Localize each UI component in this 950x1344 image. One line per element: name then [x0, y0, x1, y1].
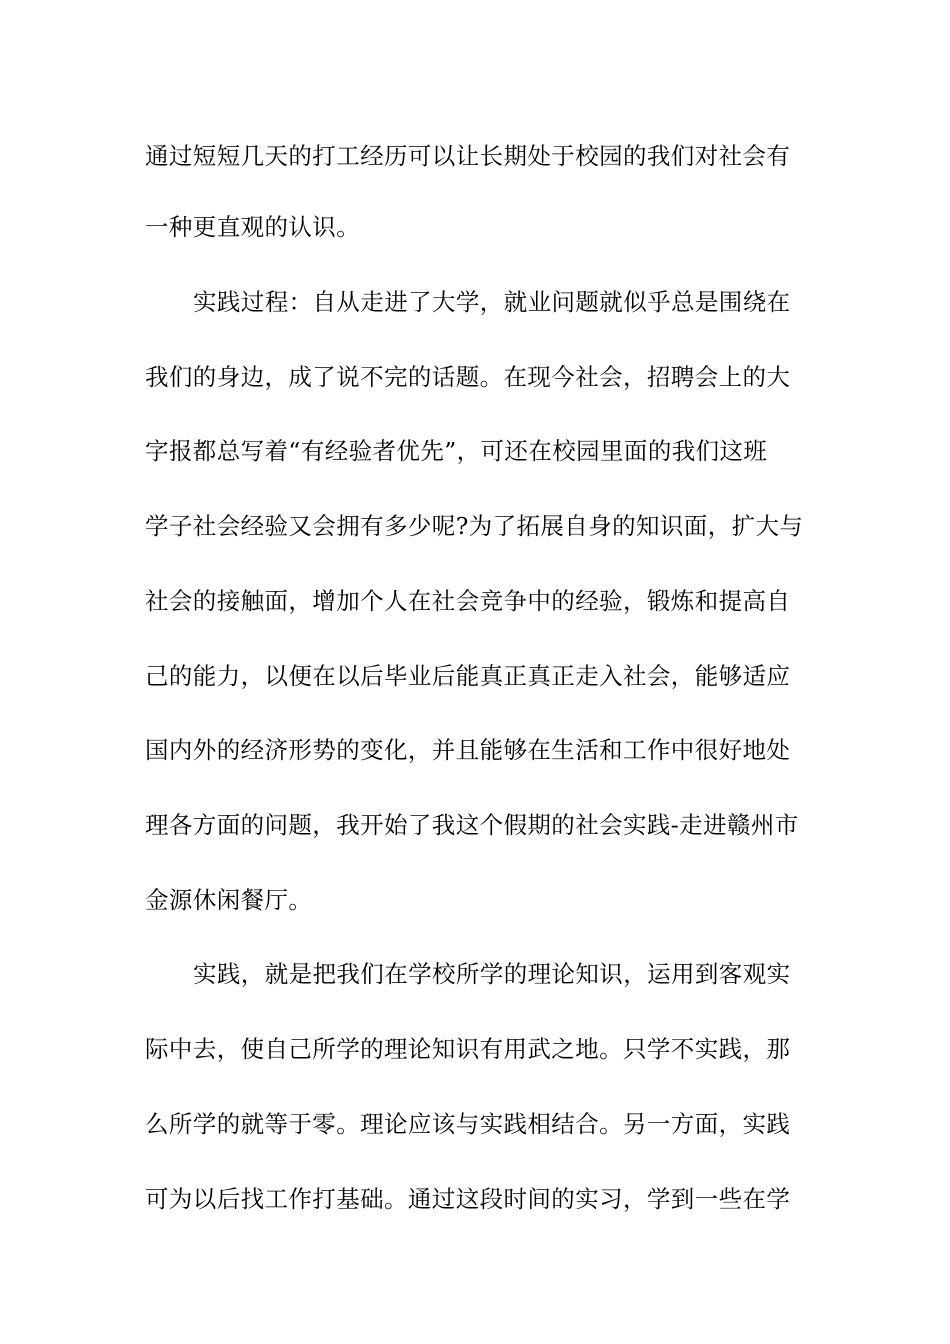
text-line: 么所学的就等于零。理论应该与实践相结合。另一方面，实践 [145, 1110, 791, 1138]
text-line: 实践，就是把我们在学校所学的理论知识，运用到客观实 [193, 960, 791, 988]
text-line: 通过短短几天的打工经历可以让长期处于校园的我们对社会有 [145, 142, 791, 170]
text-line: 己的能力，以便在以后毕业后能真正真正走入社会，能够适应 [145, 662, 791, 690]
text-line: 际中去，使自己所学的理论知识有用武之地。只学不实践，那 [145, 1035, 791, 1063]
text-line: 学子社会经验又会拥有多少呢?为了拓展自身的知识面，扩大与 [145, 512, 804, 540]
text-line: 金源休闲餐厅。 [145, 886, 313, 914]
text-line: 社会的接触面，增加个人在社会竞争中的经验，锻炼和提高自 [145, 587, 791, 615]
text-line: 国内外的经济形势的变化，并且能够在生活和工作中很好地处 [145, 736, 791, 764]
text-line: 我们的身边，成了说不完的话题。在现今社会，招聘会上的大 [145, 363, 791, 391]
text-line: 理各方面的问题，我开始了我这个假期的社会实践-走进赣州市 [145, 811, 799, 839]
text-line: 可为以后找工作打基础。通过这段时间的实习，学到一些在学 [145, 1185, 791, 1213]
text-line: 一种更直观的认识。 [145, 213, 361, 241]
text-line: 字报都总写着“有经验者优先”，可还在校园里面的我们这班 [145, 437, 768, 465]
text-line: 实践过程：自从走进了大学，就业问题就似乎总是围绕在 [193, 288, 791, 316]
